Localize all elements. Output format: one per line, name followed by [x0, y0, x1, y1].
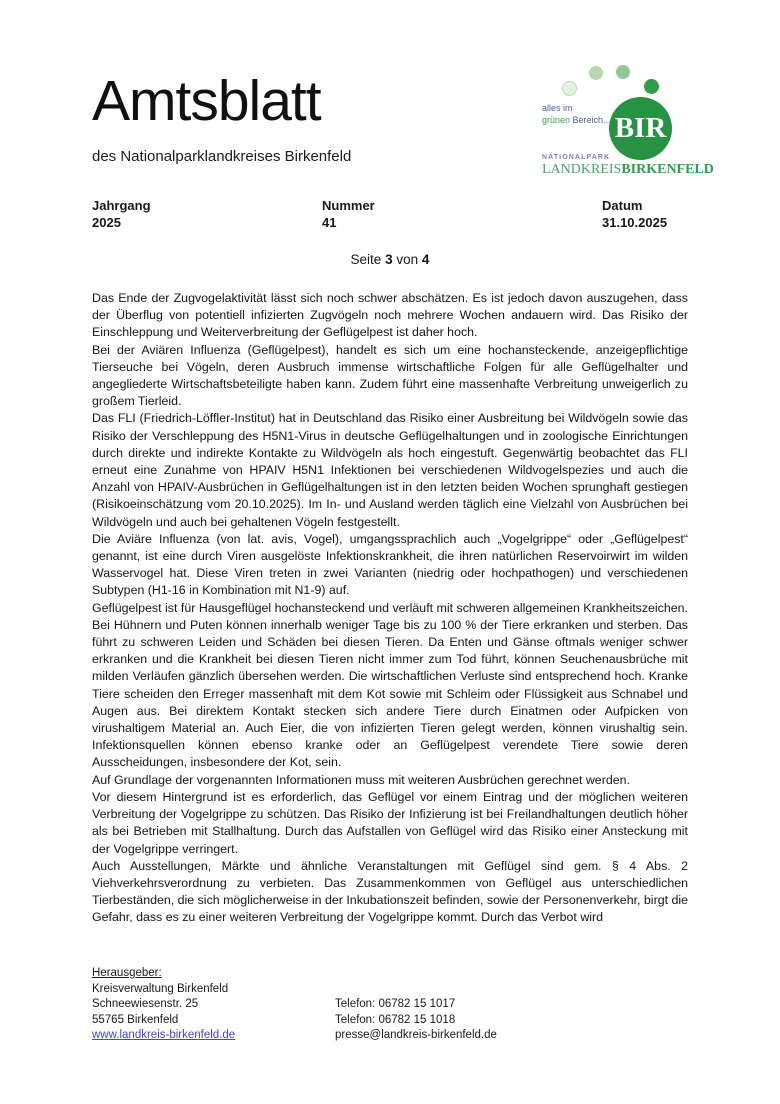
issue-meta-row [92, 197, 688, 231]
paragraph: Geflügelpest ist für Hausgeflügel hochansteckend und verläuft mit schweren allgemeinen Krankheitszeichen. Bei Hühnern und Puten können innerhalb weniger Tage bis zu 100 % der Tiere erkranken und sterben. Das führt zu schweren Leiden und Schäden bei diesen Tieren. Da Enten und Gänse oftmals weniger schwer erkranken und die Krankheit bei diesen Tieren nicht immer zum Tod führt, können Seuchenausbrüche mit milden Verläufen gänzlich übersehen werden. Die wirtschaftlichen Verluste sind entsprechend hoch. Kranke Tiere scheiden den Erreger massenhaft mit dem Kot sowie mit Schleim oder Flüssigkeit aus Schnabel und Augen aus. Bei direktem Kontakt stecken sich andere Tiere durch Einatmen oder Aufpicken von virushaltigem Material an. Auch Eier, die von infizierten Tieren gelegt werden, können virushaltig sein. Infektionsquellen können ebenso kranke oder an Geflügelpest verendete Tiere sowie deren Ausscheidungen, insbesondere der Kot, sein. [92, 600, 688, 770]
logo-tagline-green-word: grünen [542, 115, 571, 125]
masthead [92, 69, 714, 177]
imprint-spacer [335, 982, 688, 998]
logo-tagline [542, 102, 613, 126]
imprint-phone1: Telefon: 06782 15 1017 [335, 998, 456, 1011]
page-indicator-total: 4 [421, 252, 430, 267]
logo-circle-text: BIR [614, 112, 667, 144]
logo-bir-circle-icon [609, 97, 672, 160]
page-subtitle: des Nationalparklandkreises Birkenfeld [92, 148, 352, 165]
paragraph: Die Aviäre Influenza (von lat. avis, Vogel), umgangssprachlich auch „Vogelgrippe“ oder „Geflügelpest“ genannt, ist eine durch Viren ausgelöste Infektionskrankheit, die ihren natürlichen Reservoirwirt im wilden Wasservogel hat. Diese Viren treten in zwei Varianten (niedrig oder hochpathogen) und verschiedenen Subtypen (H1-16 in Kombination mit N1-9) auf. [92, 531, 688, 598]
paragraph: Das FLI (Friedrich-Löffler-Institut) hat in Deutschland das Risiko einer Ausbreitung bei Wildvögeln sowie das Risiko der Verschleppung des H5N1-Virus in deutsche Geflügelhaltungen und in zoologische Einrichtungen durch direkte und indirekte Kontakte zu Wildvögeln als hoch eingestuft. Gegenwärtig beobachtet das FLI erneut eine Zunahme von HPAIV H5N1 Infektionen bei verschiedenen Wildvogelspezies und auch die Anzahl von HPAIV-Ausbrüchen in Geflügelhaltungen ist in den letzten beiden Wochen sprunghaft gestiegen (Risikoeinschätzung vom 20.10.2025). Im In- und Ausland werden täglich eine Vielzahl von Ausbrüchen bei Wildvögeln und auch bei gehaltenen Vögeln festgestellt. [92, 411, 688, 529]
article-body [92, 290, 688, 927]
imprint-organization: Kreisverwaltung Birkenfeld [92, 982, 229, 995]
imprint-city: 55765 Birkenfeld [92, 1013, 179, 1026]
nummer-value: 41 [322, 215, 337, 230]
meta-datum [602, 197, 688, 231]
imprint-street: Schneewiesenstr. 25 [92, 998, 199, 1011]
nummer-label: Nummer [322, 198, 375, 213]
page-indicator-current: 3 [385, 252, 393, 267]
paragraph: Auch Ausstellungen, Märkte und ähnliche Veranstaltungen mit Geflügel sind gem. § 4 Abs. 2 Viehverkehrsverordnung zu verbieten. Das Zusammenkommen von Geflügel aus unterschiedlichen Tierbeständen, die sich möglicherweise in der Inkubationszeit befinden, sowie der Personenverkehr, birgt die Gefahr, dass es zu einer weiteren Verbreitung der Vogelgrippe kommt. Durch das Verbot wird [92, 858, 689, 925]
imprint-phone2: Telefon: 06782 15 1018 [335, 1013, 456, 1026]
logo-dot-icon [562, 81, 577, 96]
imprint-label: Herausgeber: [92, 967, 162, 979]
paragraph: Auf Grundlage der vorgenannten Informationen muss mit weiteren Ausbrüchen gerechnet werden. [92, 772, 630, 787]
meta-jahrgang [92, 197, 322, 231]
jahrgang-label: Jahrgang [92, 198, 151, 213]
logo-tagline-rest: Bereich.... [570, 115, 614, 125]
logo-dot-icon [589, 66, 603, 80]
paragraph: Vor diesem Hintergrund ist es erforderlich, das Geflügel vor einem Eintrag und der möglichen weiteren Verbreitung der Vogelgrippe zu schützen. Das Risiko der Infizierung ist bei Freilandhaltungen deutlich höher als bei Betrieben mit Stallhaltung. Durch das Aufstallen von Geflügel wird das Risiko einer Ansteckung mit der Vogelgrippe verringert. [92, 789, 688, 856]
logo-landkreis-word: LANDKREIS [542, 162, 622, 177]
landkreis-birkenfeld-logo [542, 62, 714, 184]
website-link[interactable]: www.landkreis-birkenfeld.de [92, 1029, 236, 1042]
meta-nummer [322, 197, 602, 231]
logo-dot-icon [644, 79, 659, 94]
logo-dot-icon [616, 65, 630, 79]
imprint-footer [92, 966, 688, 1044]
paragraph: Bei der Aviären Influenza (Geflügelpest), handelt es sich um eine hochansteckende, anzeigepflichtige Tierseuche bei Vögeln, deren Ausbruch immense wirtschaftliche Folgen für alle Geflügelhalter und angegliederte Wirtschaftsbeteiligte haben kann. Zudem führt eine massenhafte Verbreitung unweigerlich zu großem Tierleid. [92, 342, 688, 409]
logo-birkenfeld-word: BIRKENFELD [621, 162, 714, 177]
datum-value: 31.10.2025 [602, 215, 668, 230]
datum-label: Datum [602, 198, 643, 213]
page-title: Amtsblatt [92, 69, 321, 133]
imprint-rows [92, 982, 688, 1044]
logo-tagline-line1: alles im [542, 103, 573, 113]
page-indicator [92, 252, 688, 267]
jahrgang-value: 2025 [92, 215, 121, 230]
logo-tagline-line2 [542, 114, 613, 126]
paragraph: Das Ende der Zugvogelaktivität lässt sich noch schwer abschätzen. Es ist jedoch davon auszugehen, dass der Überflug von potentiell infizierten Zugvögeln noch mehrere Wochen andauern wird. Das Risiko der Einschleppung und Weiterverbreitung der Geflügelpest ist daher hoch. [92, 291, 688, 340]
logo-nationalpark-text: NATIONALPARK [542, 154, 611, 161]
page-indicator-separator: von [396, 252, 419, 267]
page-indicator-prefix: Seite [350, 252, 382, 267]
logo-landkreis-text [542, 162, 714, 178]
imprint-email: presse@landkreis-birkenfeld.de [335, 1029, 497, 1042]
imprint-website-cell [92, 1028, 335, 1044]
